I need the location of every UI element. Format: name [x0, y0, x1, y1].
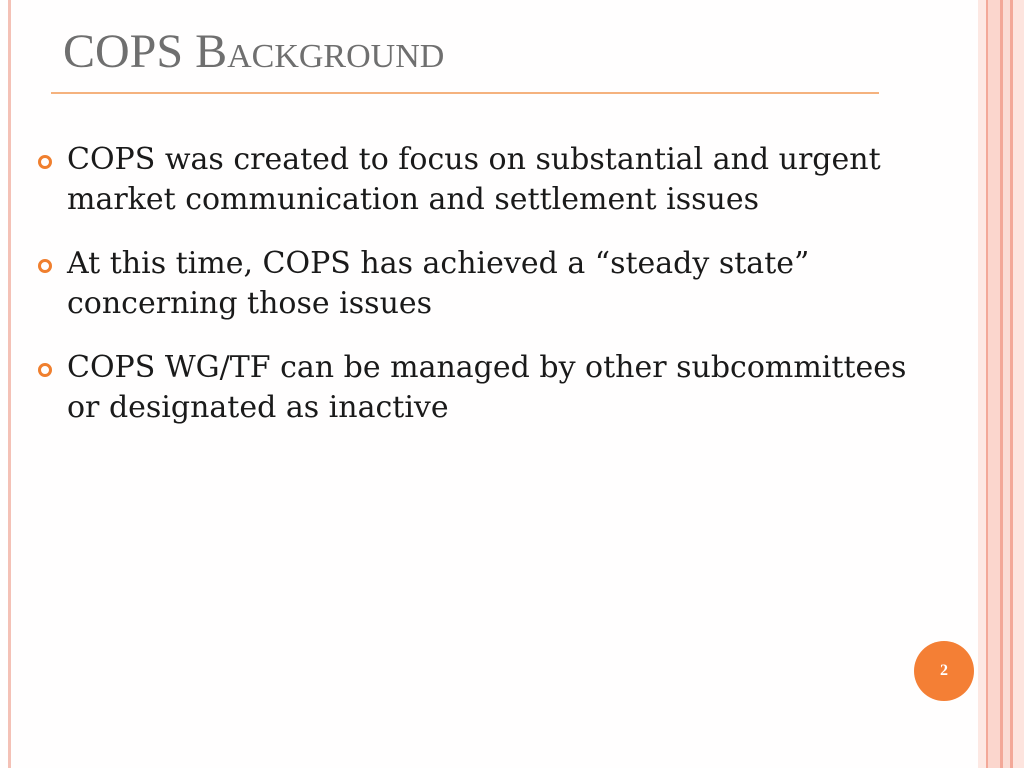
bullet-text: COPS WG/TF can be managed by other subcommittees or designated as inactive [67, 350, 907, 425]
left-border-line [8, 0, 11, 768]
right-decorative-band [978, 0, 1024, 768]
bullet-item [36, 140, 941, 220]
bullet-text: At this time, COPS has achieved a “steady state” concerning those issues [67, 246, 810, 321]
bullet-item [36, 244, 941, 324]
bullet-item [36, 348, 941, 428]
bullet-ring-icon [38, 363, 52, 377]
page-number-badge: 2 [914, 641, 974, 701]
bullet-ring-icon [38, 259, 52, 273]
slide-title: COPS Background [63, 25, 445, 78]
bullet-text: COPS was created to focus on substantial and urgent market communication and settlement issues [67, 142, 881, 217]
bullet-ring-icon [38, 155, 52, 169]
bullet-list [36, 140, 941, 452]
title-underline [51, 92, 879, 94]
